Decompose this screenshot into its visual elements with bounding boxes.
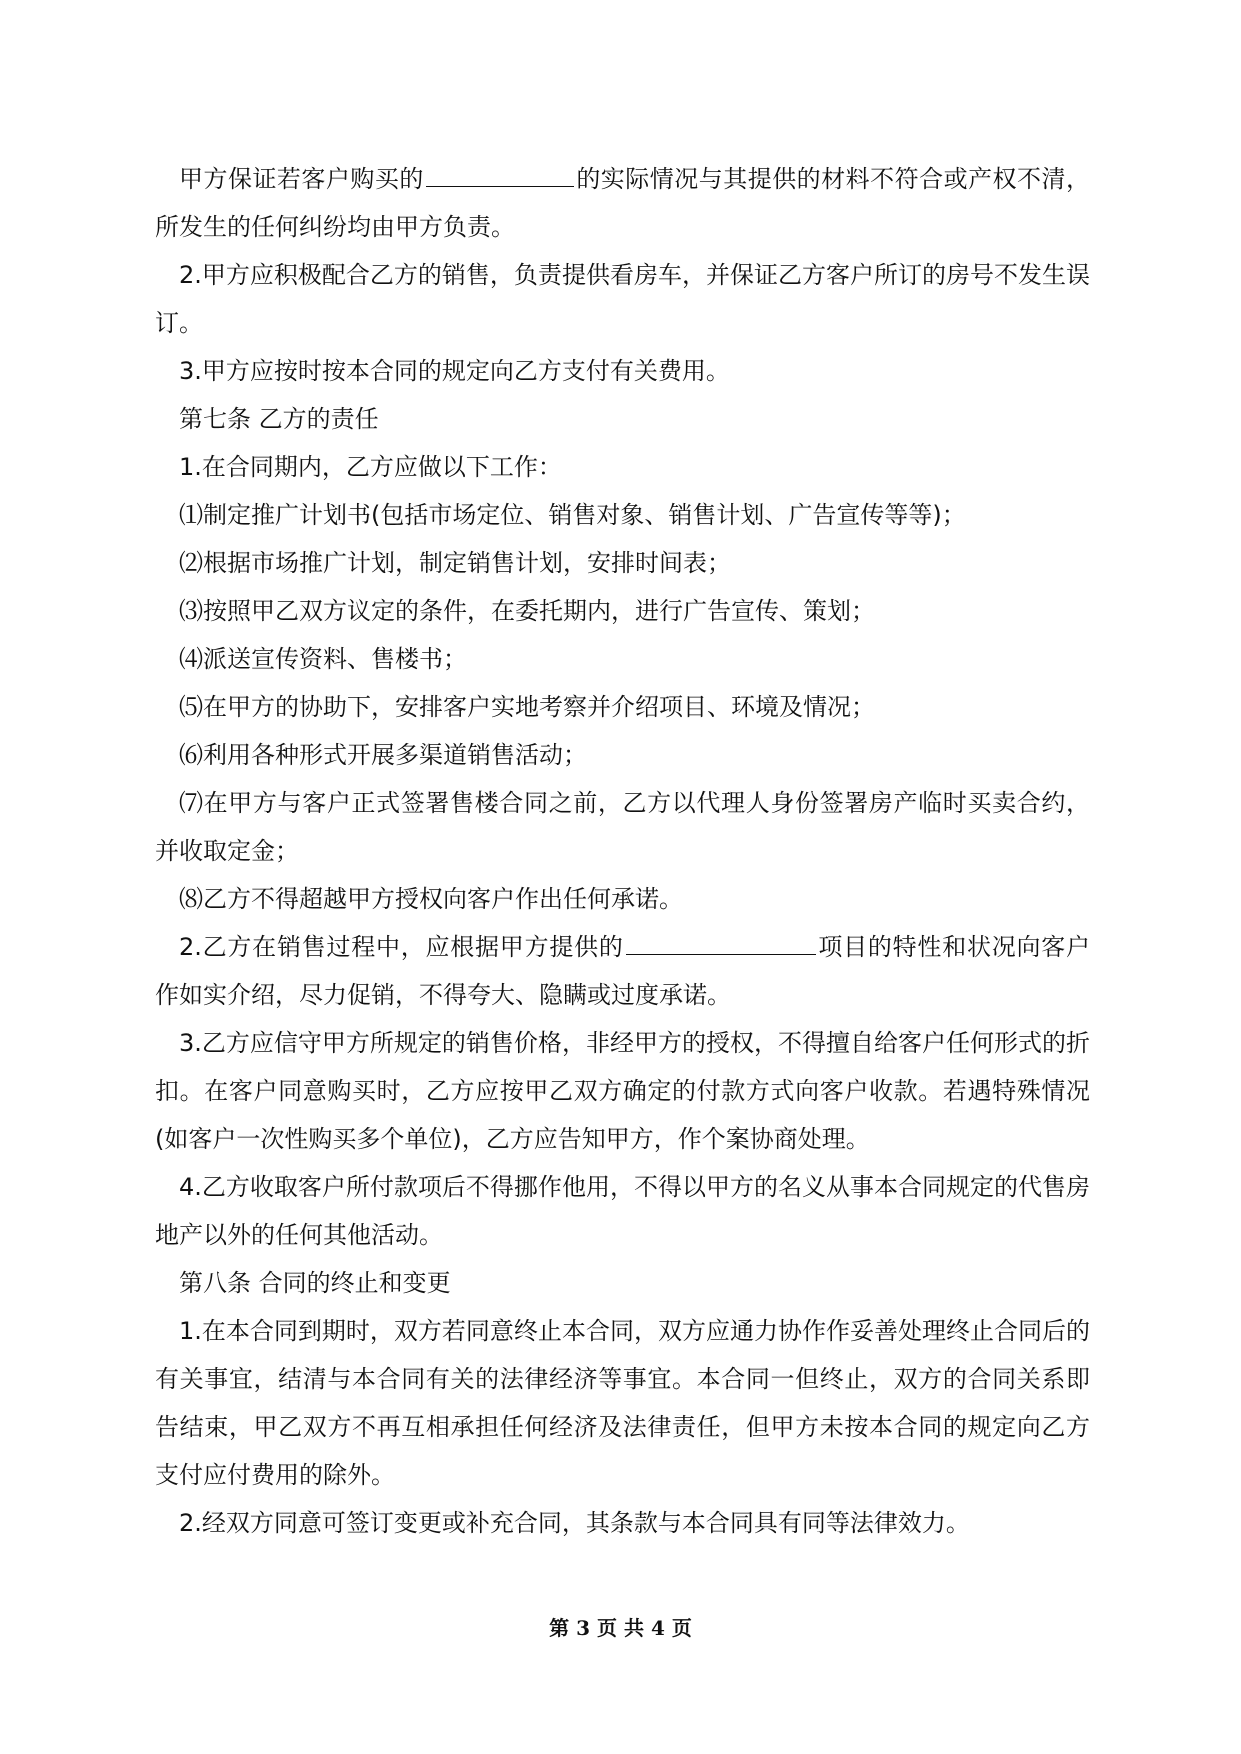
- page-number-footer: 第 3 页 共 4 页: [549, 1616, 692, 1640]
- document-body: [155, 155, 1090, 1547]
- paragraph-clause-2: 2.甲方应积极配合乙方的销售，负责提供看房车，并保证乙方客户所订的房号不发生误订。: [155, 261, 1090, 337]
- list-item-4: ⑷派送宣传资料、售楼书；: [179, 645, 467, 673]
- paragraph-guarantee: [155, 155, 1090, 251]
- list-item-7: ⑺在甲方与客户正式签署售楼合同之前，乙方以代理人身份签署房产临时买卖合约，并收取定金；: [155, 789, 1090, 865]
- list-item-8: ⑻乙方不得超越甲方授权向客户作出任何承诺。: [179, 885, 683, 913]
- paragraph-guarantee-part2: 的实际情况与其提供的材料不符合或产权不清，所发生的任何纠纷均由甲方负责。: [155, 165, 1091, 241]
- fill-in-blank-project[interactable]: [626, 932, 816, 955]
- fill-in-blank-property[interactable]: [426, 164, 574, 187]
- paragraph-article8-item1: 1.在本合同到期时，双方若同意终止本合同，双方应通力协作作妥善处理终止合同后的有关事宜，结清与本合同有关的法律经济等事宜。本合同一但终止，双方的合同关系即告结束，甲乙双方不再互相承担任何经济及法律责任，但甲方未按本合同的规定向乙方支付应付费用的除外。: [155, 1317, 1090, 1489]
- paragraph-article7-item2-part2: 项目的特性和状况向客户作如实介绍，尽力促销，不得夸大、隐瞒或过度承诺。: [155, 933, 1091, 1009]
- paragraph-article7-item4: 4.乙方收取客户所付款项后不得挪作他用，不得以甲方的名义从事本合同规定的代售房地产以外的任何其他活动。: [155, 1173, 1090, 1249]
- list-item-6: ⑹利用各种形式开展多渠道销售活动；: [179, 741, 587, 769]
- list-item-2: ⑵根据市场推广计划，制定销售计划，安排时间表；: [179, 549, 731, 577]
- paragraph-article7-item3: 3.乙方应信守甲方所规定的销售价格，非经甲方的授权，不得擅自给客户任何形式的折扣。在客户同意购买时，乙方应按甲乙双方确定的付款方式向客户收款。若遇特殊情况(如客户一次性购买多个单位)，乙方应告知甲方，作个案协商处理。: [155, 1029, 1090, 1153]
- list-item-3: ⑶按照甲乙双方议定的条件，在委托期内，进行广告宣传、策划；: [179, 597, 875, 625]
- paragraph-article7-item2-part1: 2.乙方在销售过程中，应根据甲方提供的: [179, 933, 624, 961]
- article-7-heading: 第七条 乙方的责任: [179, 405, 379, 433]
- paragraph-clause-3: 3.甲方应按时按本合同的规定向乙方支付有关费用。: [179, 357, 730, 385]
- paragraph-article7-item2: [155, 923, 1090, 1019]
- article-8-heading: 第八条 合同的终止和变更: [179, 1269, 451, 1297]
- paragraph-article7-item1: 1.在合同期内，乙方应做以下工作：: [179, 453, 562, 481]
- list-item-5: ⑸在甲方的协助下，安排客户实地考察并介绍项目、环境及情况；: [179, 693, 875, 721]
- paragraph-article8-item2: 2.经双方同意可签订变更或补充合同，其条款与本合同具有同等法律效力。: [179, 1509, 970, 1537]
- paragraph-guarantee-part1: 甲方保证若客户购买的: [179, 165, 424, 193]
- list-item-1: ⑴制定推广计划书(包括市场定位、销售对象、销售计划、广告宣传等等)；: [179, 501, 966, 529]
